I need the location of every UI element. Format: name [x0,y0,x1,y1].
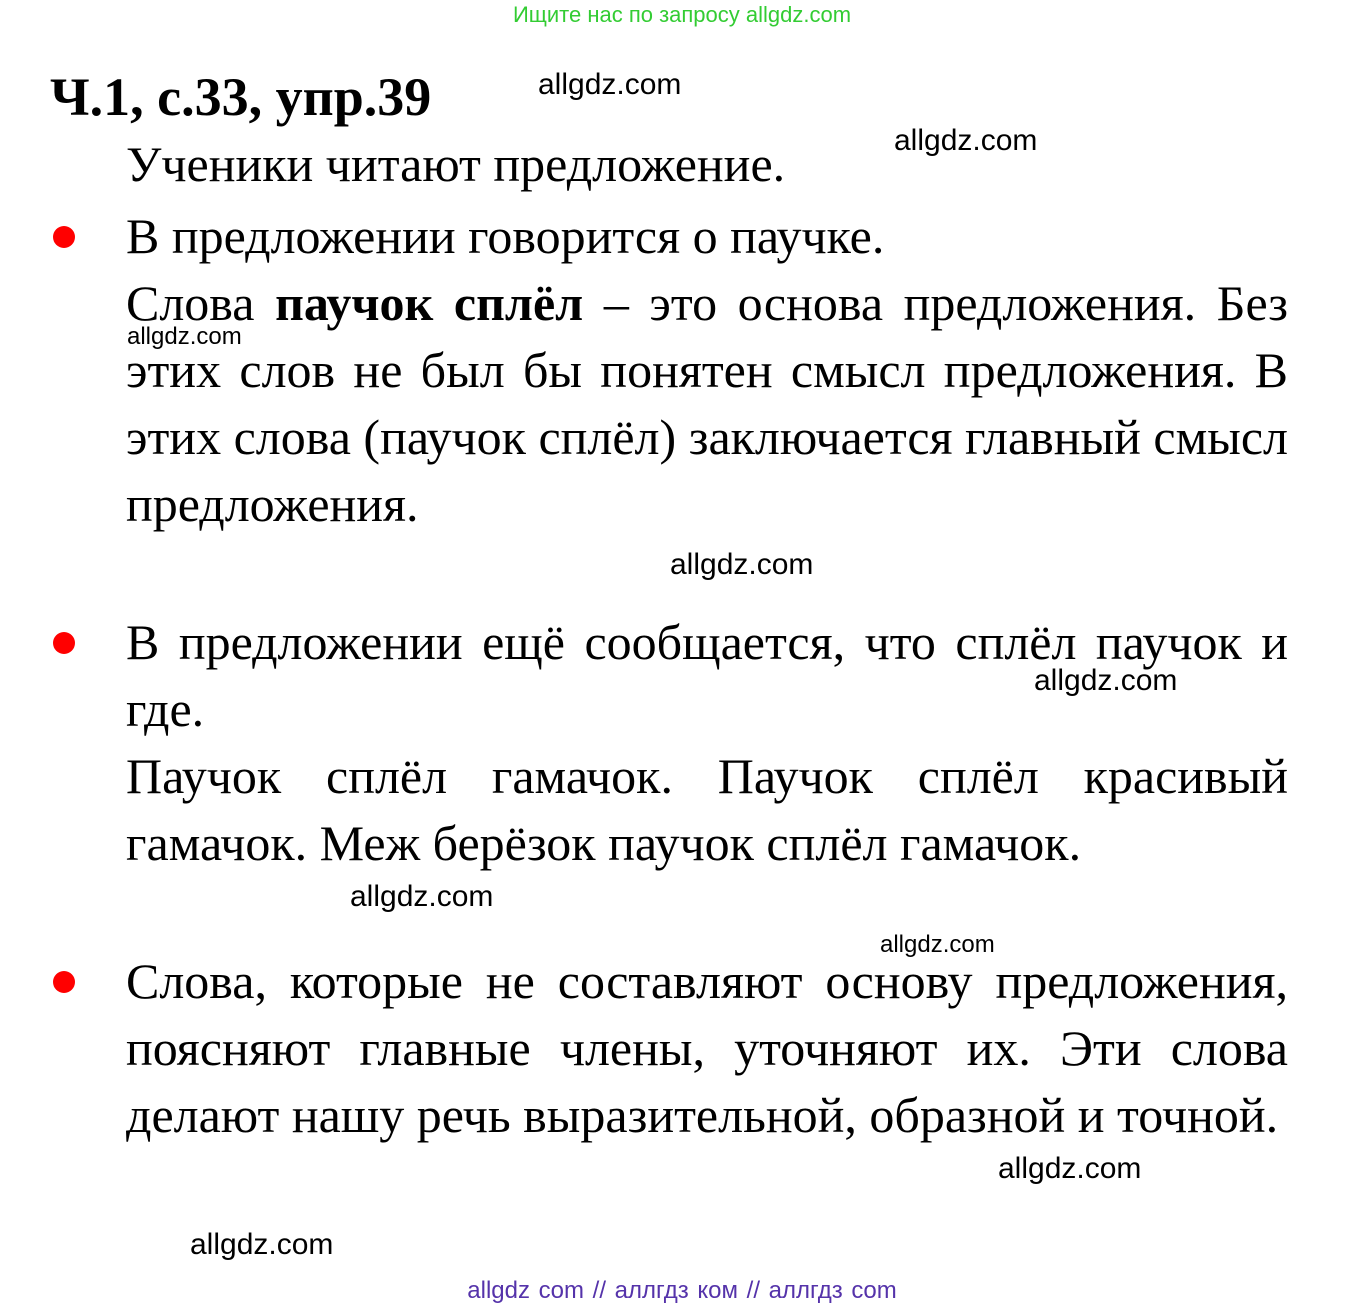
section3-text: Слова, которые не составляют основу предложения, поясняют главные члены, уточняют их. Эти слова делают нашу речь выразительной, образной и точной. [126,953,1288,1143]
watermark: allgdz.com [1034,664,1178,697]
footer-links: allgdz com // аллгдз ком // аллгдз com [467,1277,897,1304]
words-label: Слова [126,275,255,331]
page-title: Ч.1, с.33, упр.39 [50,67,432,127]
watermark: allgdz.com [670,548,814,581]
section2-lead: В предложении ещё сообщается, что сплёл паучок и где. [126,614,1288,737]
watermark: allgdz.com [350,880,494,913]
watermark: allgdz.com [998,1152,1142,1185]
watermark: allgdz.com [190,1228,334,1261]
watermark: allgdz.com [894,124,1038,157]
section2-examples: Паучок сплёл гамачок. Паучок сплёл красивый гамачок. Меж берёзок паучок сплёл гамачок. [126,748,1288,871]
intro-text: Ученики читают предложение. [126,136,786,192]
sentence-core: паучок сплёл [275,275,584,331]
watermark: allgdz.com [880,931,995,958]
bullet-marker-2 [53,632,75,654]
section1-lead: В предложении говорится о паучке. [126,208,885,264]
watermark: allgdz.com [127,323,242,350]
top-banner: Ищите нас по запросу allgdz.com [512,2,852,27]
section1-explanation: – это основа предложения. Без этих слов не был бы понятен смысл предложения. В этих слова (паучок сплёл) заключается главный смысл предложения. [126,275,1288,532]
section1-body [126,270,1288,538]
watermark: allgdz.com [538,68,682,101]
bullet-marker-3 [53,971,75,993]
bullet-marker-1 [53,226,75,248]
